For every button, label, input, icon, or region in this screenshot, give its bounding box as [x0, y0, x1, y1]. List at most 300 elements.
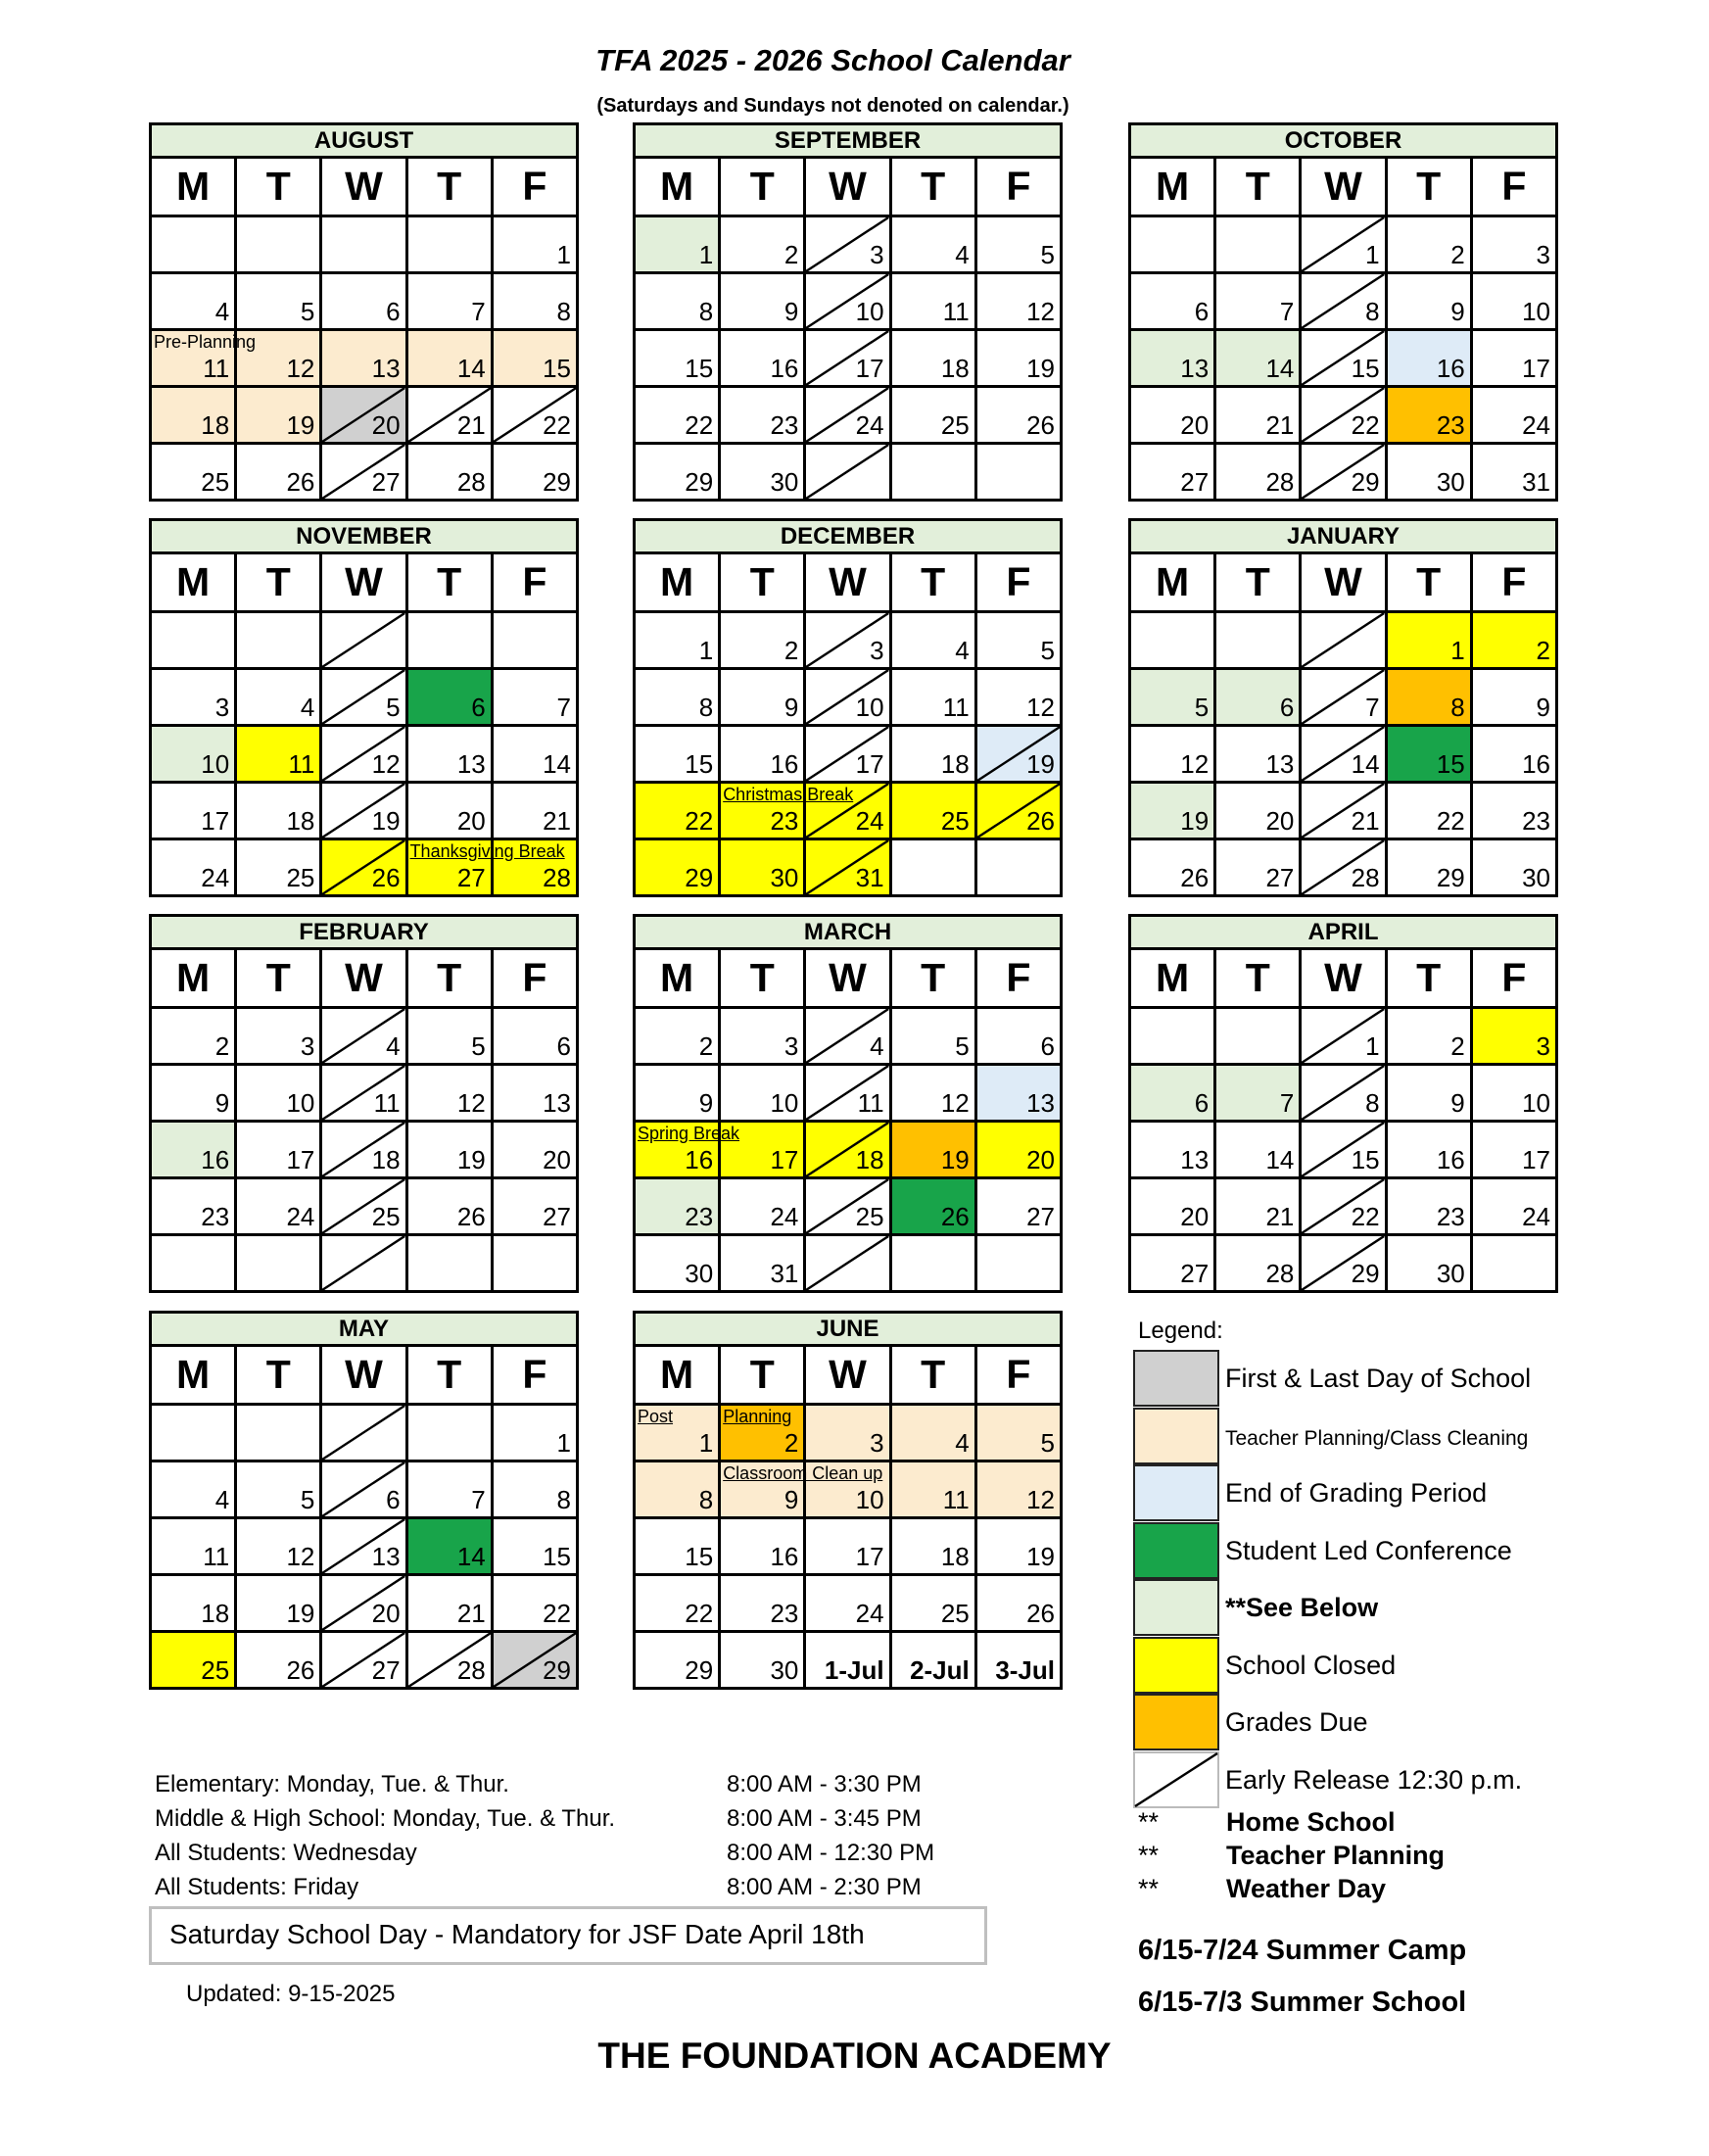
day-number: 8	[698, 693, 714, 722]
day-cell	[406, 1235, 492, 1292]
day-number: 25	[940, 410, 970, 440]
day-cell	[890, 726, 975, 783]
legend-label: Teacher Planning/Class Cleaning	[1225, 1426, 1529, 1450]
day-number	[237, 663, 319, 667]
day-cell	[975, 387, 1061, 444]
day-cell	[1471, 612, 1556, 669]
day-cell	[890, 387, 975, 444]
day-cell	[151, 1632, 236, 1689]
weekday-header: T	[1386, 158, 1471, 216]
weekday-header: T	[890, 949, 975, 1008]
day-number: 4	[955, 636, 970, 665]
weekday-header: W	[321, 949, 406, 1008]
day-annotation: Spring Break	[638, 1124, 740, 1143]
day-number	[892, 1286, 974, 1290]
weekday-header: W	[1301, 158, 1386, 216]
weekday-header: W	[805, 949, 890, 1008]
week-row	[635, 726, 1062, 783]
day-cell	[1130, 612, 1215, 669]
month-table	[633, 1344, 1063, 1690]
month-table	[633, 156, 1063, 502]
day-cell	[1471, 1178, 1556, 1235]
day-cell	[236, 669, 321, 726]
day-cell	[492, 669, 577, 726]
day-number: 24	[286, 1202, 315, 1231]
day-number: 26	[1026, 1599, 1055, 1628]
day-cell	[406, 669, 492, 726]
day-number: 18	[201, 410, 230, 440]
day-number	[237, 1286, 319, 1290]
day-cell	[151, 1575, 236, 1632]
day-cell	[1386, 612, 1471, 669]
weekday-header: W	[805, 1346, 890, 1405]
day-number: 16	[770, 749, 799, 779]
day-number	[892, 495, 974, 499]
day-number: 8	[698, 297, 714, 326]
day-cell	[890, 1122, 975, 1178]
day-cell	[975, 1632, 1061, 1689]
day-number: 26	[286, 1655, 315, 1685]
day-number	[1131, 663, 1213, 667]
weekday-header: M	[635, 949, 720, 1008]
weekday-header: M	[151, 949, 236, 1008]
day-number	[977, 890, 1060, 894]
schedule-group: All Students: Wednesday	[155, 1840, 417, 1866]
day-number: 18	[286, 806, 315, 836]
day-number	[322, 663, 404, 667]
week-row	[1130, 1065, 1557, 1122]
day-cell	[1471, 839, 1556, 896]
day-cell	[1301, 1008, 1386, 1065]
day-number: 17	[286, 1145, 315, 1174]
day-number: 7	[471, 297, 486, 326]
day-number: 15	[543, 354, 571, 383]
day-cell	[1386, 387, 1471, 444]
month-table	[149, 156, 579, 502]
day-cell	[1471, 387, 1556, 444]
day-cell	[406, 1122, 492, 1178]
week-row	[1130, 726, 1557, 783]
day-cell	[1471, 726, 1556, 783]
day-number: 5	[386, 693, 401, 722]
day-number: 24	[770, 1202, 799, 1231]
week-row	[1130, 839, 1557, 896]
week-row	[151, 1518, 578, 1575]
day-number: 19	[456, 1145, 486, 1174]
day-number: 29	[685, 467, 714, 497]
day-cell	[151, 444, 236, 501]
day-number: 19	[1026, 1542, 1055, 1571]
day-number: 21	[456, 410, 486, 440]
legend-swatch	[1133, 1579, 1219, 1636]
day-cell	[492, 1518, 577, 1575]
day-cell	[635, 1235, 720, 1292]
day-cell	[1215, 1122, 1301, 1178]
week-row	[151, 1632, 578, 1689]
day-cell	[321, 1518, 406, 1575]
day-cell	[492, 1008, 577, 1065]
day-cell	[1301, 1178, 1386, 1235]
month-august	[149, 122, 579, 502]
week-row	[151, 330, 578, 387]
day-cell	[1471, 1008, 1556, 1065]
day-number: 31	[1522, 467, 1550, 497]
day-cell	[321, 783, 406, 839]
day-cell	[236, 387, 321, 444]
day-number: 26	[1026, 410, 1055, 440]
day-number	[977, 1286, 1060, 1290]
day-cell	[635, 216, 720, 273]
day-number: 15	[1351, 1145, 1380, 1174]
day-cell	[635, 1008, 720, 1065]
month-name: OCTOBER	[1128, 122, 1558, 156]
day-cell	[1471, 444, 1556, 501]
day-cell	[1130, 726, 1215, 783]
day-cell	[720, 783, 854, 839]
day-number: 10	[1522, 297, 1550, 326]
week-row	[635, 216, 1062, 273]
day-cell	[406, 1065, 492, 1122]
week-row	[151, 1575, 578, 1632]
day-number: 11	[942, 693, 970, 722]
day-cell	[1386, 330, 1471, 387]
day-cell	[492, 726, 577, 783]
day-cell	[1471, 1235, 1556, 1292]
day-cell	[321, 1008, 406, 1065]
day-cell	[321, 1178, 406, 1235]
day-number: 11	[942, 297, 970, 326]
day-number: 5	[300, 1485, 315, 1514]
week-row	[151, 726, 578, 783]
day-number: 12	[286, 1542, 315, 1571]
day-cell	[321, 387, 406, 444]
weekday-header: T	[406, 158, 492, 216]
day-number: 28	[456, 467, 486, 497]
week-row	[1130, 612, 1557, 669]
day-number: 14	[1265, 354, 1295, 383]
day-number: 29	[1351, 1259, 1380, 1288]
month-april	[1128, 914, 1558, 1293]
day-number: 18	[371, 1145, 401, 1174]
week-row	[635, 387, 1062, 444]
day-cell	[720, 839, 805, 896]
day-cell	[236, 1122, 321, 1178]
week-row	[635, 444, 1062, 501]
day-number: 16	[770, 354, 799, 383]
day-cell	[720, 330, 805, 387]
day-cell	[635, 387, 720, 444]
day-cell	[236, 1405, 321, 1461]
week-row	[635, 330, 1062, 387]
day-number: 1	[1365, 1031, 1380, 1061]
day-number: 9	[1450, 297, 1465, 326]
day-cell	[321, 330, 406, 387]
day-number: 9	[1536, 693, 1550, 722]
day-cell	[1215, 330, 1301, 387]
week-row	[1130, 216, 1557, 273]
day-cell	[975, 1008, 1061, 1065]
week-row	[151, 387, 578, 444]
early-release-slash	[322, 1236, 404, 1290]
weekday-header: T	[236, 553, 321, 612]
day-cell	[151, 1461, 236, 1518]
month-october	[1128, 122, 1558, 502]
day-number: 20	[1180, 410, 1210, 440]
day-number: 14	[456, 1542, 486, 1571]
day-number: 28	[1351, 863, 1380, 892]
day-cell	[635, 1575, 720, 1632]
legend-swatch	[1133, 1350, 1219, 1407]
day-cell	[236, 612, 321, 669]
week-row	[1130, 444, 1557, 501]
day-number	[1216, 663, 1299, 667]
month-table	[149, 947, 579, 1293]
day-cell	[720, 273, 805, 330]
day-number: 2	[783, 240, 799, 269]
day-number: 13	[1180, 354, 1210, 383]
day-number: 1	[698, 240, 714, 269]
day-cell	[975, 1405, 1061, 1461]
day-cell	[720, 444, 805, 501]
weekday-header: F	[1471, 158, 1556, 216]
day-number: 6	[1194, 1088, 1210, 1118]
day-number: 16	[1522, 749, 1550, 779]
day-number: 7	[471, 1485, 486, 1514]
day-number: 18	[201, 1599, 230, 1628]
summer-camp-dates: 6/15-7/24 Summer Camp	[1138, 1935, 1467, 1966]
day-cell	[321, 669, 406, 726]
weekday-header: T	[1386, 949, 1471, 1008]
schedule-time: 8:00 AM - 12:30 PM	[727, 1840, 935, 1866]
weekday-header: T	[890, 553, 975, 612]
early-release-slash	[322, 613, 404, 667]
day-cell	[1386, 1178, 1471, 1235]
day-number: 22	[1351, 1202, 1380, 1231]
week-row	[1130, 273, 1557, 330]
day-annotation: Planning	[723, 1407, 792, 1426]
month-table	[1128, 947, 1558, 1293]
day-cell	[151, 1122, 236, 1178]
day-number: 11	[203, 354, 230, 383]
day-number: 22	[543, 1599, 571, 1628]
day-cell	[635, 726, 720, 783]
weekday-header: T	[406, 553, 492, 612]
day-cell	[635, 1632, 720, 1689]
day-cell	[1130, 1122, 1215, 1178]
day-number: 25	[940, 1599, 970, 1628]
day-cell	[635, 839, 720, 896]
day-number: 12	[286, 354, 315, 383]
day-cell	[236, 1065, 321, 1122]
day-cell	[975, 330, 1061, 387]
day-cell	[1301, 387, 1386, 444]
day-number: 13	[371, 1542, 401, 1571]
weekday-header: M	[151, 1346, 236, 1405]
day-number: 3	[870, 636, 884, 665]
day-number: 10	[855, 1485, 884, 1514]
day-number: 24	[1522, 410, 1550, 440]
month-march	[633, 914, 1063, 1293]
day-cell	[1386, 1235, 1471, 1292]
month-june	[633, 1311, 1063, 1690]
day-number: 27	[1026, 1202, 1055, 1231]
day-number: 20	[1180, 1202, 1210, 1231]
day-number: 30	[1436, 1259, 1465, 1288]
day-number: 8	[556, 297, 571, 326]
day-cell	[492, 1632, 577, 1689]
day-cell	[975, 726, 1061, 783]
legend-swatch	[1133, 1751, 1219, 1808]
day-number: 16	[1436, 1145, 1465, 1174]
day-annotation: Classroom Clean up	[723, 1463, 883, 1483]
day-number: 15	[685, 354, 714, 383]
week-row	[151, 1235, 578, 1292]
early-release-slash	[806, 445, 888, 499]
day-cell	[890, 1235, 975, 1292]
day-cell	[236, 1575, 321, 1632]
day-cell	[805, 1518, 890, 1575]
weekday-header: F	[492, 553, 577, 612]
day-number: 27	[1265, 863, 1295, 892]
day-number: 18	[940, 354, 970, 383]
saturday-school-note: Saturday School Day - Mandatory for JSF Date April 18th	[149, 1906, 987, 1965]
day-number: 29	[685, 863, 714, 892]
day-cell	[1215, 669, 1301, 726]
month-name: NOVEMBER	[149, 518, 579, 551]
day-number: 2	[698, 1031, 714, 1061]
day-number: 26	[1180, 863, 1210, 892]
day-cell	[1301, 783, 1386, 839]
day-cell	[635, 1518, 720, 1575]
day-cell	[1130, 839, 1215, 896]
day-number	[977, 495, 1060, 499]
week-row	[1130, 1008, 1557, 1065]
day-number: 22	[1351, 410, 1380, 440]
day-cell	[151, 1405, 236, 1461]
day-cell	[635, 1178, 720, 1235]
day-number: 7	[1365, 693, 1380, 722]
day-number: 22	[1436, 806, 1465, 836]
day-cell	[406, 1008, 492, 1065]
day-number: 16	[201, 1145, 230, 1174]
day-cell	[635, 273, 720, 330]
day-number: 13	[456, 749, 486, 779]
day-cell	[151, 726, 236, 783]
day-number: 6	[386, 297, 401, 326]
day-cell	[1386, 669, 1471, 726]
month-name: APRIL	[1128, 914, 1558, 947]
day-cell	[1130, 1235, 1215, 1292]
day-cell	[635, 444, 720, 501]
day-cell	[151, 783, 236, 839]
day-number: 30	[770, 467, 799, 497]
weekday-header: F	[975, 949, 1061, 1008]
day-number: 2	[1450, 1031, 1465, 1061]
day-cell	[1471, 1065, 1556, 1122]
day-cell	[492, 1122, 577, 1178]
day-cell	[890, 612, 975, 669]
day-number: 3	[1536, 1031, 1550, 1061]
day-cell	[1386, 273, 1471, 330]
weekday-header: T	[406, 1346, 492, 1405]
day-number: 26	[371, 863, 401, 892]
schedule-group: All Students: Friday	[155, 1874, 359, 1900]
day-cell	[492, 1235, 577, 1292]
day-cell	[1386, 1065, 1471, 1122]
weekday-header: W	[1301, 949, 1386, 1008]
day-cell	[321, 839, 406, 896]
day-cell	[1215, 783, 1301, 839]
day-number	[408, 1456, 491, 1460]
day-number: 24	[1522, 1202, 1550, 1231]
day-number: 31	[855, 863, 884, 892]
day-number	[408, 1286, 491, 1290]
week-row	[1130, 1178, 1557, 1235]
day-cell	[151, 216, 236, 273]
day-cell	[720, 1518, 805, 1575]
day-number: 24	[855, 806, 884, 836]
day-cell	[1301, 273, 1386, 330]
day-number: 5	[1040, 240, 1055, 269]
day-number: 15	[1351, 354, 1380, 383]
day-number: 10	[855, 297, 884, 326]
day-number: 1	[1365, 240, 1380, 269]
day-number	[1131, 1059, 1213, 1063]
day-cell	[151, 1178, 236, 1235]
day-cell	[151, 273, 236, 330]
day-number: 6	[386, 1485, 401, 1514]
weekday-header: T	[720, 949, 805, 1008]
day-cell	[1386, 1008, 1471, 1065]
day-cell	[1471, 216, 1556, 273]
day-number: 25	[940, 806, 970, 836]
day-cell	[975, 1518, 1061, 1575]
weekday-header: F	[975, 553, 1061, 612]
day-cell	[406, 216, 492, 273]
day-number: 21	[456, 1599, 486, 1628]
day-cell	[805, 1632, 890, 1689]
weekday-header: T	[890, 158, 975, 216]
day-cell	[805, 387, 890, 444]
day-number: 1	[556, 240, 571, 269]
day-cell	[1130, 1065, 1215, 1122]
weekday-header: W	[321, 553, 406, 612]
day-number: 9	[698, 1088, 714, 1118]
day-cell	[492, 387, 577, 444]
day-cell	[720, 1065, 805, 1122]
day-number: 22	[685, 806, 714, 836]
summer-school-dates: 6/15-7/3 Summer School	[1138, 1987, 1467, 2018]
week-row	[635, 669, 1062, 726]
day-number: 22	[543, 410, 571, 440]
day-number: 27	[1180, 467, 1210, 497]
day-cell	[236, 726, 321, 783]
day-cell	[720, 1178, 805, 1235]
day-number: 7	[1279, 1088, 1295, 1118]
week-row	[151, 1122, 578, 1178]
day-number: 19	[940, 1145, 970, 1174]
legend-title: Legend:	[1138, 1318, 1223, 1344]
month-december	[633, 518, 1063, 897]
week-row	[151, 1008, 578, 1065]
day-number: 11	[373, 1088, 401, 1118]
day-cell	[975, 783, 1061, 839]
day-number: 19	[286, 410, 315, 440]
legend-label: End of Grading Period	[1225, 1478, 1488, 1508]
day-cell	[1301, 444, 1386, 501]
day-cell	[1130, 216, 1215, 273]
day-number: 6	[1040, 1031, 1055, 1061]
